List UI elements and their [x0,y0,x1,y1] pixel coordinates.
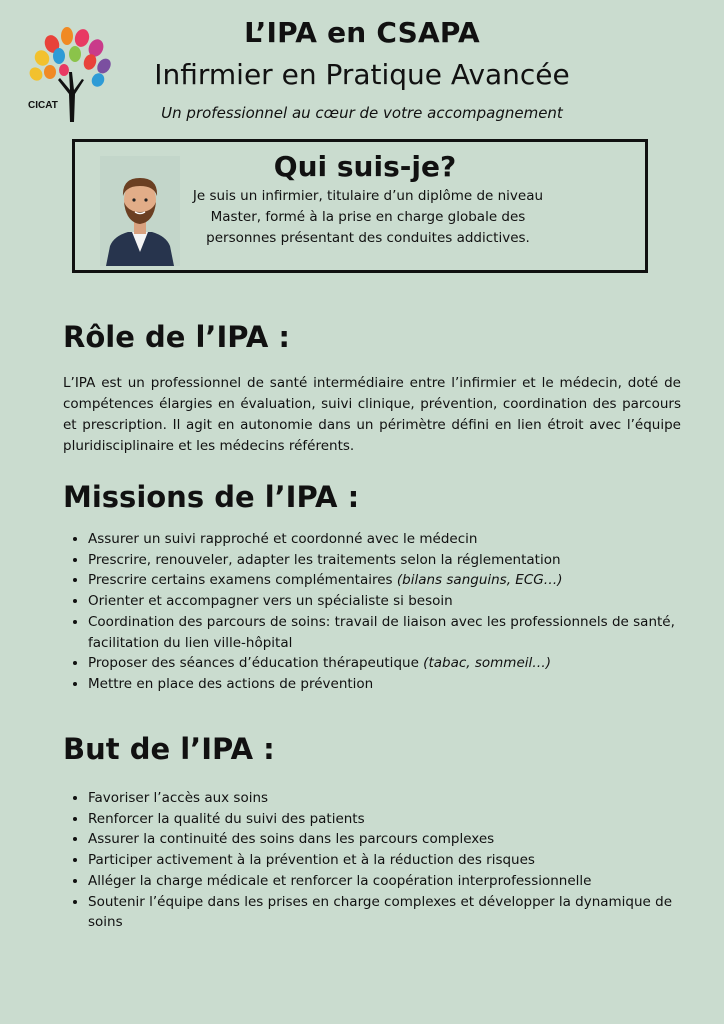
list-item: • Renforcer la qualité du suivi des patients [88,809,708,830]
page-title: L’IPA en CSAPA [244,16,480,49]
missions-list [63,529,708,695]
list-item: • Soutenir l’équipe dans les prises en charge complexes et développer la dynamique de soins [88,892,708,933]
list-item: • Mettre en place des actions de prévention [88,674,708,695]
who-am-i-text: Je suis un infirmier, titulaire d’un diplôme de niveau Master, formé à la prise en charge globale des personnes présentant des conduites addictives. [192,188,544,246]
page-tagline: Un professionnel au cœur de votre accompagnement [161,104,563,122]
role-heading: Rôle de l’IPA : [63,320,290,354]
goals-list [63,788,708,933]
who-am-i-title: Qui suis-je? [273,150,457,183]
list-item: • Orienter et accompagner vers un spécialiste si besoin [88,591,708,612]
list-item: • Prescrire, renouveler, adapter les traitements selon la réglementation [88,550,708,571]
list-item: • Assurer la continuité des soins dans les parcours complexes [88,829,708,850]
who-am-i-box [72,139,648,273]
nurse-avatar [100,156,180,266]
role-paragraph: L’IPA est un professionnel de santé intermédiaire entre l’infirmier et le médecin, doté de compétences élargies en évaluation, suivi clinique, prévention, coordination des parcours et prescription. Il agit en autonomie dans un périmètre défini en lien étroit avec l’équipe pluridisciplinaire et les médecins référents. [63,375,681,454]
goals-heading: But de l’IPA : [63,732,275,766]
list-item: • Prescrire certains examens complémentaires (bilans sanguins, ECG…) [88,570,708,591]
list-item: • Assurer un suivi rapproché et coordonné avec le médecin [88,529,708,550]
list-item: • Participer activement à la prévention et à la réduction des risques [88,850,708,871]
list-item: • Coordination des parcours de soins: travail de liaison avec les professionnels de santé, facilitation du lien ville-hôpital [88,612,708,653]
list-item: • Alléger la charge médicale et renforcer la coopération interprofessionnelle [88,871,708,892]
logo-text: CICAT [28,100,58,111]
list-item: • Favoriser l’accès aux soins [88,788,708,809]
missions-heading: Missions de l’IPA : [63,480,360,514]
page-subtitle: Infirmier en Pratique Avancée [154,58,570,91]
list-item: • Proposer des séances d’éducation thérapeutique (tabac, sommeil…) [88,653,708,674]
